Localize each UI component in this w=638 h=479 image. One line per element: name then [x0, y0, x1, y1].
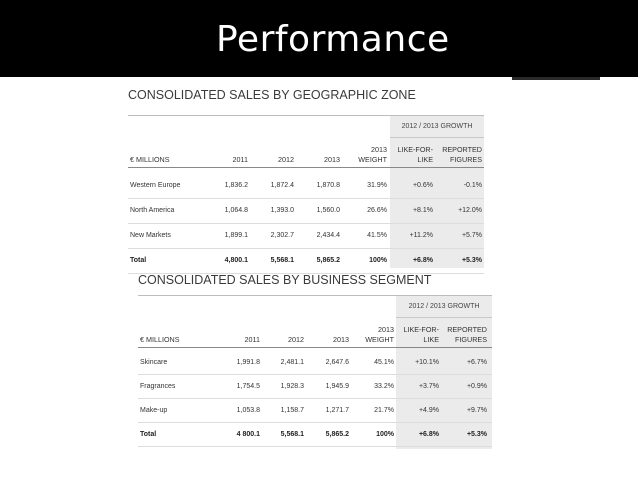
column-header-reported: FIGURES [455, 335, 487, 344]
cell-2012: 1,872.4 [270, 182, 294, 189]
column-header-weight-year: 2013 [371, 145, 387, 154]
row-label: Total [130, 257, 147, 264]
cell-2013: 1,870.8 [316, 182, 340, 189]
slide-title: Performance [216, 19, 450, 60]
table-title: CONSOLIDATED SALES BY GEOGRAPHIC ZONE [128, 88, 416, 102]
cell-weight: 100% [369, 257, 387, 264]
table-row-divider [138, 422, 492, 423]
column-header-weight: WEIGHT [358, 155, 387, 164]
cell-like-for-like: +4.9% [418, 407, 439, 414]
cell-2011: 1,899.1 [224, 232, 248, 239]
cell-reported: +5.3% [466, 431, 487, 438]
column-header-2011: 2011 [232, 155, 248, 164]
growth-header-divider [396, 317, 492, 318]
column-header-2013: 2013 [333, 335, 349, 344]
table-row-divider [138, 398, 492, 399]
cell-2011: 4 800.1 [236, 431, 260, 438]
cell-2012: 1,393.0 [270, 207, 294, 214]
cell-reported: +12.0% [458, 207, 482, 214]
cell-reported: +6.7% [466, 359, 487, 366]
row-label: Western Europe [130, 182, 181, 189]
cell-2013: 5,865.2 [316, 257, 340, 264]
cell-like-for-like: +3.7% [418, 383, 439, 390]
cell-reported: -0.1% [463, 182, 482, 189]
slide-header [0, 0, 638, 77]
cell-2013: 1,271.7 [325, 407, 349, 414]
cell-weight: 31.9% [367, 182, 387, 189]
table-row-divider [128, 198, 484, 199]
cell-like-for-like: +11.2% [409, 232, 433, 239]
row-label: Make-up [140, 407, 168, 414]
growth-header-divider [390, 137, 484, 138]
table-title: CONSOLIDATED SALES BY BUSINESS SEGMENT [138, 273, 432, 287]
row-label: Skincare [140, 359, 168, 366]
cell-reported: +5.7% [461, 232, 482, 239]
column-header-lfl-top: LIKE-FOR- [397, 145, 433, 154]
cell-2012: 5,568.1 [280, 431, 304, 438]
cell-2013: 1,945.9 [325, 383, 349, 390]
cell-2013: 1,560.0 [316, 207, 340, 214]
cell-2013: 5,865.2 [325, 431, 349, 438]
column-header-label: € MILLIONS [130, 155, 170, 164]
header-underline [138, 347, 492, 348]
cell-weight: 45.1% [374, 359, 394, 366]
growth-columns-background [390, 116, 484, 268]
column-header-lfl: LIKE [423, 335, 439, 344]
cell-weight: 21.7% [374, 407, 394, 414]
cell-2011: 1,991.8 [236, 359, 260, 366]
column-header-2011: 2011 [244, 335, 260, 344]
cell-2013: 2,647.6 [325, 359, 349, 366]
cell-2011: 1,064.8 [224, 207, 248, 214]
growth-header: 2012 / 2013 GROWTH [408, 303, 480, 310]
cell-2011: 1,836.2 [224, 182, 248, 189]
cell-like-for-like: +0.6% [412, 182, 433, 189]
cell-like-for-like: +10.1% [415, 359, 439, 366]
table-row-divider [128, 248, 484, 249]
growth-header: 2012 / 2013 GROWTH [401, 123, 473, 130]
growth-columns-background [396, 296, 492, 449]
cell-2011: 4,800.1 [224, 257, 248, 264]
cell-2012: 1,928.3 [280, 383, 304, 390]
cell-2011: 1,053.8 [236, 407, 260, 414]
header-shadow-mark [512, 77, 600, 80]
table-row-divider [138, 446, 492, 447]
column-header-2013: 2013 [324, 155, 340, 164]
header-underline [128, 167, 484, 168]
column-header-2012: 2012 [288, 335, 304, 344]
column-header-weight: WEIGHT [365, 335, 394, 344]
cell-reported: +5.3% [461, 257, 482, 264]
cell-reported: +9.7% [466, 407, 487, 414]
column-header-reported-top: REPORTED [442, 145, 482, 154]
cell-2012: 2,302.7 [270, 232, 294, 239]
row-label: Fragrances [140, 383, 176, 390]
column-header-lfl: LIKE [417, 155, 433, 164]
cell-like-for-like: +6.8% [418, 431, 439, 438]
cell-2012: 2,481.1 [280, 359, 304, 366]
cell-2011: 1,754.5 [236, 383, 260, 390]
table-row-divider [138, 374, 492, 375]
column-header-label: € MILLIONS [140, 335, 180, 344]
column-header-reported: FIGURES [450, 155, 482, 164]
table-row-divider [128, 223, 484, 224]
cell-like-for-like: +6.8% [412, 257, 433, 264]
row-label: New Markets [130, 232, 171, 239]
cell-2012: 5,568.1 [270, 257, 294, 264]
cell-2013: 2,434.4 [316, 232, 340, 239]
row-label: Total [140, 431, 157, 438]
cell-weight: 100% [376, 431, 394, 438]
column-header-reported-top: REPORTED [447, 325, 487, 334]
cell-reported: +0.9% [466, 383, 487, 390]
cell-weight: 41.5% [367, 232, 387, 239]
column-header-2012: 2012 [278, 155, 294, 164]
row-label: North America [130, 207, 175, 214]
cell-like-for-like: +8.1% [412, 207, 433, 214]
segment-sales-table [138, 273, 498, 453]
cell-2012: 1,158.7 [280, 407, 304, 414]
column-header-weight-year: 2013 [378, 325, 394, 334]
cell-weight: 26.6% [367, 207, 387, 214]
column-header-lfl-top: LIKE-FOR- [403, 325, 439, 334]
cell-weight: 33.2% [374, 383, 394, 390]
geographic-sales-table [128, 88, 488, 268]
